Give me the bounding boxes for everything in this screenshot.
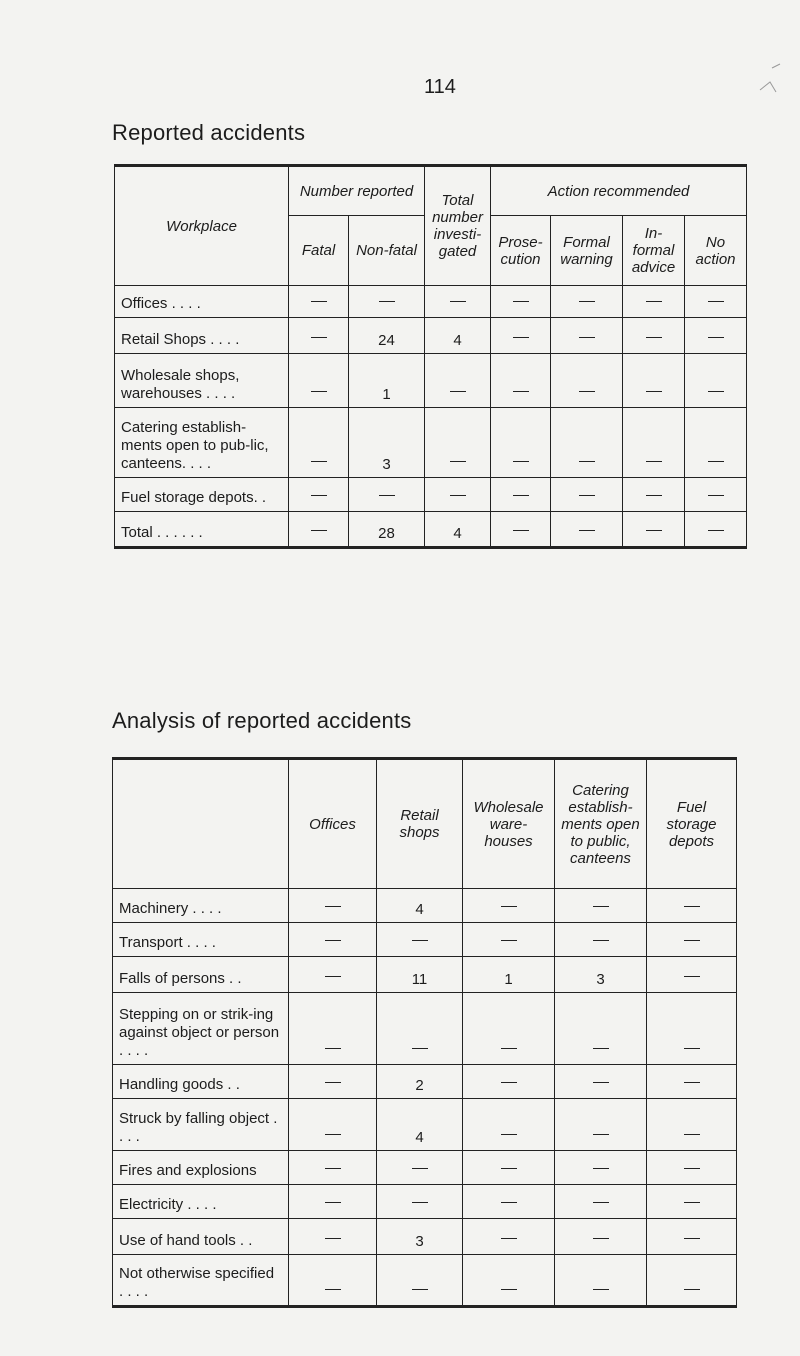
header-workplace: Workplace: [115, 166, 289, 286]
dash-mark: [311, 301, 327, 302]
table-row: [113, 1185, 737, 1219]
reported-accidents-title: Reported accidents: [112, 120, 306, 145]
table-row: [115, 286, 747, 318]
dash-mark: [593, 1289, 609, 1290]
dash-mark: [501, 1202, 517, 1203]
table-cell: [289, 286, 349, 318]
dash-mark: [412, 1168, 428, 1169]
table-cell: [685, 408, 747, 478]
dash-mark: [311, 461, 327, 462]
dash-mark: [325, 1238, 341, 1239]
table-row: [113, 1151, 737, 1185]
table-cell: [647, 993, 737, 1065]
table-cell: [551, 408, 623, 478]
dash-mark: [325, 1134, 341, 1135]
table-cell: [555, 1185, 647, 1219]
table-cell: [349, 478, 425, 512]
row-label: Machinery . . . .: [113, 889, 289, 923]
table-row: [113, 1219, 737, 1255]
dash-mark: [593, 1168, 609, 1169]
row-label: Offices . . . .: [115, 286, 289, 318]
table-cell: [555, 1219, 647, 1255]
table-cell: [491, 354, 551, 408]
dash-mark: [501, 1168, 517, 1169]
dash-mark: [412, 940, 428, 941]
table-row: [113, 1099, 737, 1151]
table-cell: [623, 286, 685, 318]
dash-mark: [579, 301, 595, 302]
table-cell: [289, 957, 377, 993]
table-row: [113, 1065, 737, 1099]
corner-scribble-icon: [752, 62, 782, 102]
dash-mark: [684, 1289, 700, 1290]
table-cell: [623, 512, 685, 548]
dash-mark: [684, 940, 700, 941]
table-cell: [551, 318, 623, 354]
dash-mark: [513, 337, 529, 338]
table-cell: [289, 1219, 377, 1255]
row-label: Retail Shops . . . .: [115, 318, 289, 354]
dash-mark: [325, 1082, 341, 1083]
column-header: Fuel storage depots: [647, 759, 737, 889]
row-label: Falls of persons . .: [113, 957, 289, 993]
table-cell: 4: [377, 1099, 463, 1151]
table-cell: [623, 354, 685, 408]
dash-mark: [593, 1202, 609, 1203]
table-cell: [289, 1185, 377, 1219]
dash-mark: [579, 337, 595, 338]
table-cell: [491, 318, 551, 354]
dash-mark: [501, 1134, 517, 1135]
table-cell: [377, 923, 463, 957]
header-no-action: No action: [685, 216, 747, 286]
row-label: Not otherwise specified . . . .: [113, 1255, 289, 1307]
table-cell: [647, 1065, 737, 1099]
dash-mark: [325, 1289, 341, 1290]
dash-mark: [412, 1202, 428, 1203]
table-cell: [491, 408, 551, 478]
table-cell: [289, 478, 349, 512]
dash-mark: [579, 530, 595, 531]
dash-mark: [684, 1134, 700, 1135]
dash-mark: [450, 301, 466, 302]
table-cell: [555, 1255, 647, 1307]
table-cell: [491, 478, 551, 512]
table-cell: [463, 889, 555, 923]
dash-mark: [513, 495, 529, 496]
row-label: Use of hand tools . .: [113, 1219, 289, 1255]
table-cell: [685, 286, 747, 318]
table-cell: [463, 1099, 555, 1151]
table-cell: [289, 318, 349, 354]
dash-mark: [684, 976, 700, 977]
table-cell: [289, 408, 349, 478]
analysis-table: [112, 757, 737, 1308]
dash-mark: [325, 906, 341, 907]
header-fatal: Fatal: [289, 216, 349, 286]
table-cell: 1: [463, 957, 555, 993]
dash-mark: [513, 461, 529, 462]
table-cell: [289, 354, 349, 408]
table-cell: 4: [425, 512, 491, 548]
table-cell: [551, 512, 623, 548]
dash-mark: [684, 1168, 700, 1169]
table-cell: [647, 1099, 737, 1151]
row-label: Transport . . . .: [113, 923, 289, 957]
header-number-reported: Number reported: [289, 166, 425, 216]
dash-mark: [593, 1048, 609, 1049]
table-cell: [425, 354, 491, 408]
table-cell: [463, 1151, 555, 1185]
row-label: Stepping on or strik-ing against object or person . . . .: [113, 993, 289, 1065]
dash-mark: [450, 461, 466, 462]
table-row: [115, 354, 747, 408]
table-cell: [647, 1219, 737, 1255]
dash-mark: [501, 1289, 517, 1290]
table-cell: 3: [377, 1219, 463, 1255]
dash-mark: [311, 530, 327, 531]
dash-mark: [708, 301, 724, 302]
table-cell: [289, 889, 377, 923]
table-cell: [289, 993, 377, 1065]
table-cell: [377, 1151, 463, 1185]
table-row: [113, 957, 737, 993]
header-blank: [113, 759, 289, 889]
dash-mark: [311, 337, 327, 338]
table-cell: [289, 512, 349, 548]
table-cell: [555, 889, 647, 923]
dash-mark: [513, 391, 529, 392]
reported-accidents-table: [114, 164, 747, 549]
row-label: Electricity . . . .: [113, 1185, 289, 1219]
header-total-investigated: Total number investi-gated: [425, 166, 491, 286]
column-header: Catering establish-ments open to public, canteens: [555, 759, 647, 889]
table-row: [113, 889, 737, 923]
table-cell: 1: [349, 354, 425, 408]
header-formal-warning: Formal warning: [551, 216, 623, 286]
table-row: [115, 408, 747, 478]
dash-mark: [501, 1082, 517, 1083]
table-cell: [685, 318, 747, 354]
dash-mark: [501, 940, 517, 941]
row-label: Fuel storage depots. .: [115, 478, 289, 512]
column-header: Wholesale ware-houses: [463, 759, 555, 889]
table-cell: [349, 286, 425, 318]
table-cell: [647, 923, 737, 957]
table-cell: [685, 354, 747, 408]
table-cell: 28: [349, 512, 425, 548]
table-cell: [289, 923, 377, 957]
dash-mark: [593, 940, 609, 941]
header-informal-advice: In-formal advice: [623, 216, 685, 286]
table-cell: 3: [349, 408, 425, 478]
table-cell: [289, 1255, 377, 1307]
header-prosecution: Prose-cution: [491, 216, 551, 286]
table-cell: [623, 408, 685, 478]
dash-mark: [501, 906, 517, 907]
dash-mark: [593, 906, 609, 907]
dash-mark: [579, 391, 595, 392]
analysis-title: Analysis of reported accidents: [112, 708, 412, 733]
row-label: Catering establish-ments open to pub-lic, canteens. . . .: [115, 408, 289, 478]
table-cell: [555, 1065, 647, 1099]
dash-mark: [708, 530, 724, 531]
dash-mark: [501, 1048, 517, 1049]
table-cell: [555, 993, 647, 1065]
dash-mark: [325, 1168, 341, 1169]
table-row: [113, 923, 737, 957]
table-cell: [685, 512, 747, 548]
table-cell: [289, 1099, 377, 1151]
dash-mark: [646, 495, 662, 496]
dash-mark: [708, 391, 724, 392]
table-cell: [377, 993, 463, 1065]
table-cell: [425, 408, 491, 478]
dash-mark: [501, 1238, 517, 1239]
dash-mark: [513, 530, 529, 531]
dash-mark: [646, 301, 662, 302]
table-cell: [647, 957, 737, 993]
table-cell: [491, 512, 551, 548]
table-cell: [551, 354, 623, 408]
dash-mark: [579, 461, 595, 462]
dash-mark: [684, 1048, 700, 1049]
table-cell: [463, 1065, 555, 1099]
table-row: [113, 993, 737, 1065]
table-cell: 3: [555, 957, 647, 993]
table-cell: [623, 318, 685, 354]
table-cell: [425, 478, 491, 512]
dash-mark: [646, 461, 662, 462]
dash-mark: [412, 1048, 428, 1049]
dash-mark: [412, 1289, 428, 1290]
row-label: Wholesale shops, warehouses . . . .: [115, 354, 289, 408]
table-row: [115, 318, 747, 354]
dash-mark: [593, 1238, 609, 1239]
row-label: Fires and explosions: [113, 1151, 289, 1185]
dash-mark: [646, 337, 662, 338]
page-number: 114: [424, 76, 456, 98]
table-cell: [555, 1099, 647, 1151]
table-cell: [463, 923, 555, 957]
table-cell: [289, 1065, 377, 1099]
table-cell: [377, 1185, 463, 1219]
dash-mark: [325, 940, 341, 941]
table-cell: [647, 1151, 737, 1185]
dash-mark: [593, 1082, 609, 1083]
table-cell: [647, 1185, 737, 1219]
table-row: [113, 1255, 737, 1307]
dash-mark: [646, 530, 662, 531]
table-cell: [463, 1185, 555, 1219]
dash-mark: [311, 391, 327, 392]
header-action-recommended: Action recommended: [491, 166, 747, 216]
row-label: Handling goods . .: [113, 1065, 289, 1099]
dash-mark: [325, 1202, 341, 1203]
dash-mark: [325, 1048, 341, 1049]
table-cell: 24: [349, 318, 425, 354]
table-cell: [491, 286, 551, 318]
table-cell: 2: [377, 1065, 463, 1099]
dash-mark: [513, 301, 529, 302]
dash-mark: [325, 976, 341, 977]
table-cell: [623, 478, 685, 512]
table-cell: [647, 1255, 737, 1307]
table-cell: [647, 889, 737, 923]
table-cell: [685, 478, 747, 512]
table-cell: [551, 478, 623, 512]
dash-mark: [579, 495, 595, 496]
table-cell: [551, 286, 623, 318]
table-cell: [463, 1255, 555, 1307]
table-cell: 4: [377, 889, 463, 923]
table-cell: 11: [377, 957, 463, 993]
table-cell: [377, 1255, 463, 1307]
table-cell: [555, 1151, 647, 1185]
dash-mark: [684, 906, 700, 907]
dash-mark: [708, 461, 724, 462]
dash-mark: [311, 495, 327, 496]
table-row: [115, 478, 747, 512]
dash-mark: [684, 1082, 700, 1083]
dash-mark: [708, 495, 724, 496]
table-cell: [555, 923, 647, 957]
table-cell: [463, 1219, 555, 1255]
table-cell: 4: [425, 318, 491, 354]
dash-mark: [593, 1134, 609, 1135]
table-cell: [289, 1151, 377, 1185]
row-label: Struck by falling object . . . .: [113, 1099, 289, 1151]
header-non-fatal: Non-fatal: [349, 216, 425, 286]
table-row: [115, 512, 747, 548]
table-cell: [425, 286, 491, 318]
column-header: Offices: [289, 759, 377, 889]
dash-mark: [646, 391, 662, 392]
table-cell: [463, 993, 555, 1065]
dash-mark: [684, 1202, 700, 1203]
dash-mark: [450, 495, 466, 496]
dash-mark: [379, 495, 395, 496]
row-label: Total . . . . . .: [115, 512, 289, 548]
dash-mark: [379, 301, 395, 302]
column-header: Retail shops: [377, 759, 463, 889]
dash-mark: [450, 391, 466, 392]
dash-mark: [684, 1238, 700, 1239]
dash-mark: [708, 337, 724, 338]
